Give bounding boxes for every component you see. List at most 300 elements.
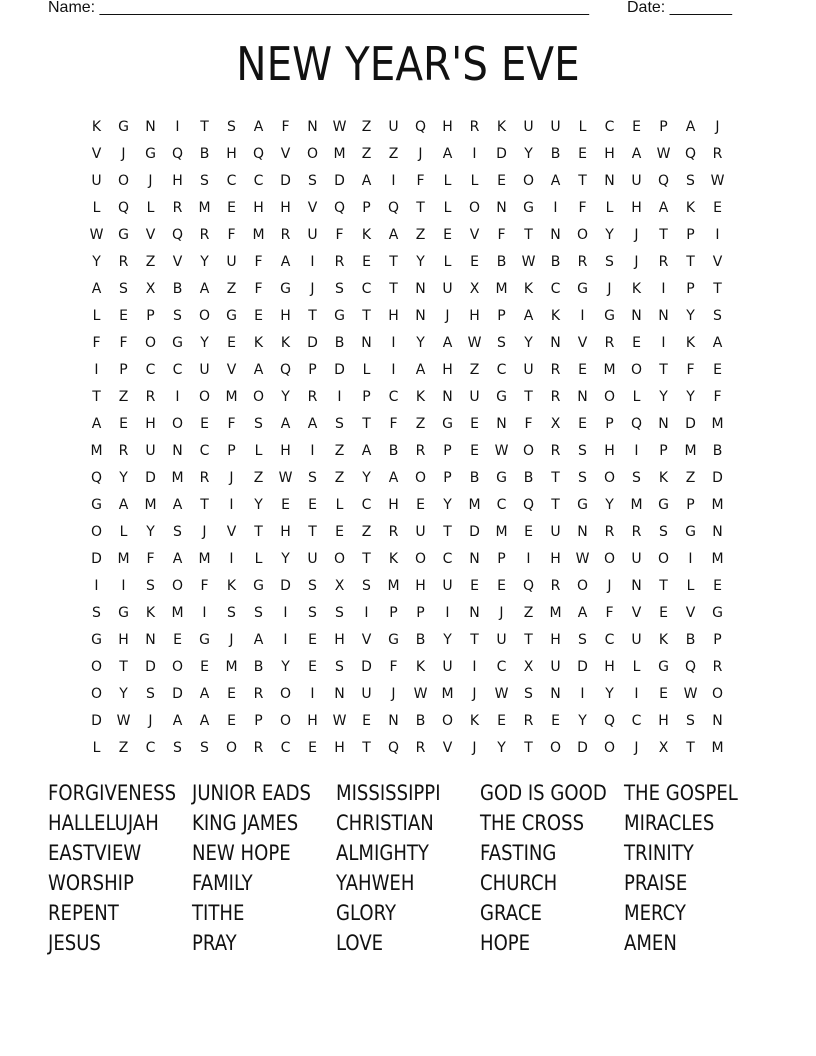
grid-letter[interactable]: R [550,443,561,459]
grid-letter[interactable]: S [200,740,209,756]
grid-letter[interactable]: S [335,605,344,621]
grid-letter[interactable]: N [577,524,588,540]
grid-letter[interactable]: E [578,362,587,378]
grid-letter[interactable]: A [118,497,129,513]
grid-letter[interactable]: S [605,254,614,270]
grid-letter[interactable]: Y [281,551,290,567]
grid-letter[interactable]: C [145,740,156,756]
grid-letter[interactable]: F [605,605,614,621]
grid-letter[interactable]: P [497,308,506,324]
grid-letter[interactable]: N [334,686,345,702]
grid-letter[interactable]: C [172,362,183,378]
grid-letter[interactable]: E [362,254,371,270]
grid-letter[interactable]: Y [362,470,371,486]
grid-letter[interactable]: C [496,659,507,675]
grid-letter[interactable]: N [658,416,669,432]
grid-letter[interactable]: O [549,740,562,756]
grid-letter[interactable]: G [172,335,183,351]
grid-letter[interactable]: K [91,119,102,135]
grid-letter[interactable]: F [92,335,101,351]
grid-letter[interactable]: Q [684,659,697,675]
grid-letter[interactable]: T [389,254,398,270]
grid-letter[interactable]: F [497,227,506,243]
grid-letter[interactable]: I [175,119,180,135]
grid-letter[interactable]: A [361,443,372,459]
grid-letter[interactable]: R [415,443,426,459]
grid-letter[interactable]: M [252,227,265,243]
grid-letter[interactable]: F [578,200,587,216]
grid-letter[interactable]: Z [361,524,372,540]
grid-letter[interactable]: K [496,119,507,135]
grid-letter[interactable]: G [145,146,156,162]
grid-letter[interactable]: C [361,497,372,513]
grid-letter[interactable]: H [226,146,237,162]
grid-letter[interactable]: J [202,524,207,540]
grid-letter[interactable]: I [94,362,99,378]
grid-letter[interactable]: B [388,443,399,459]
grid-letter[interactable]: E [200,659,209,675]
grid-letter[interactable]: D [280,578,291,594]
grid-letter[interactable]: B [253,659,264,675]
grid-letter[interactable]: W [332,119,347,135]
grid-letter[interactable]: E [308,659,317,675]
grid-letter[interactable]: W [494,443,509,459]
grid-letter[interactable]: R [280,227,291,243]
grid-letter[interactable]: E [497,713,506,729]
grid-letter[interactable]: E [659,605,668,621]
grid-letter[interactable]: H [118,632,129,648]
grid-letter[interactable]: P [146,308,155,324]
grid-letter[interactable]: F [227,416,236,432]
grid-letter[interactable]: K [280,335,291,351]
grid-letter[interactable]: R [523,713,534,729]
grid-letter[interactable]: M [171,605,184,621]
grid-letter[interactable]: S [308,578,317,594]
grid-letter[interactable]: P [389,605,398,621]
grid-letter[interactable]: E [227,686,236,702]
grid-letter[interactable]: P [686,281,695,297]
grid-letter[interactable]: D [172,686,183,702]
grid-letter[interactable]: C [604,632,615,648]
grid-letter[interactable]: Q [522,578,535,594]
grid-letter[interactable]: X [658,740,669,756]
grid-letter[interactable]: S [200,173,209,189]
grid-letter[interactable]: H [631,200,642,216]
grid-letter[interactable]: Z [388,146,399,162]
grid-letter[interactable]: I [94,578,99,594]
grid-letter[interactable]: V [577,335,588,351]
grid-letter[interactable]: D [577,659,588,675]
grid-letter[interactable]: Q [252,146,265,162]
grid-letter[interactable]: I [661,281,666,297]
grid-letter[interactable]: G [91,497,102,513]
grid-letter[interactable]: U [523,119,534,135]
grid-letter[interactable]: S [362,578,371,594]
grid-letter[interactable]: Z [415,416,426,432]
grid-letter[interactable]: E [443,227,452,243]
grid-letter[interactable]: L [335,497,344,513]
grid-letter[interactable]: T [713,281,722,297]
grid-letter[interactable]: S [227,119,236,135]
grid-letter[interactable]: B [199,146,210,162]
grid-letter[interactable]: I [310,443,315,459]
grid-letter[interactable]: S [713,308,722,324]
grid-letter[interactable]: N [712,713,723,729]
grid-letter[interactable]: E [497,173,506,189]
grid-letter[interactable]: S [119,281,128,297]
grid-letter[interactable]: Y [443,497,452,513]
grid-letter[interactable]: A [253,119,264,135]
grid-letter[interactable]: Q [171,227,184,243]
grid-letter[interactable]: T [524,389,533,405]
grid-letter[interactable]: N [307,119,318,135]
grid-letter[interactable]: D [712,470,723,486]
grid-letter[interactable]: A [388,470,399,486]
grid-letter[interactable]: T [308,524,317,540]
grid-letter[interactable]: T [551,470,560,486]
grid-letter[interactable]: J [715,119,720,135]
grid-letter[interactable]: N [550,686,561,702]
grid-letter[interactable]: H [469,308,480,324]
grid-letter[interactable]: U [550,659,561,675]
grid-letter[interactable]: M [225,659,238,675]
grid-letter[interactable]: Z [415,227,426,243]
grid-letter[interactable]: R [118,254,129,270]
grid-letter[interactable]: A [631,146,642,162]
grid-letter[interactable]: S [335,416,344,432]
grid-letter[interactable]: B [550,146,561,162]
grid-letter[interactable]: Q [657,173,670,189]
grid-letter[interactable]: K [631,281,642,297]
grid-letter[interactable]: M [630,497,643,513]
grid-letter[interactable]: C [388,389,399,405]
grid-letter[interactable]: X [145,281,156,297]
grid-letter[interactable]: T [416,200,425,216]
grid-letter[interactable]: V [280,146,291,162]
grid-letter[interactable]: P [227,443,236,459]
grid-letter[interactable]: K [469,713,480,729]
grid-letter[interactable]: S [227,605,236,621]
grid-letter[interactable]: C [145,362,156,378]
grid-letter[interactable]: M [333,146,346,162]
grid-letter[interactable]: I [229,497,234,513]
grid-letter[interactable]: L [632,659,641,675]
grid-letter[interactable]: N [631,578,642,594]
grid-letter[interactable]: H [442,119,453,135]
grid-letter[interactable]: P [443,470,452,486]
grid-letter[interactable]: Y [200,335,209,351]
grid-letter[interactable]: O [252,389,265,405]
grid-letter[interactable]: H [334,740,345,756]
grid-letter[interactable]: M [711,551,724,567]
grid-letter[interactable]: M [225,389,238,405]
grid-letter[interactable]: Y [605,497,614,513]
grid-letter[interactable]: J [391,686,396,702]
grid-letter[interactable]: A [658,200,669,216]
grid-letter[interactable]: I [580,686,585,702]
grid-letter[interactable]: F [146,551,155,567]
grid-letter[interactable]: B [496,254,507,270]
grid-letter[interactable]: K [253,335,264,351]
grid-letter[interactable]: U [442,578,453,594]
grid-letter[interactable]: S [92,605,101,621]
grid-letter[interactable]: R [118,443,129,459]
grid-letter[interactable]: D [280,173,291,189]
grid-letter[interactable]: X [469,281,480,297]
grid-letter[interactable]: D [145,659,156,675]
grid-letter[interactable]: M [171,470,184,486]
grid-letter[interactable]: H [550,551,561,567]
grid-letter[interactable]: J [634,254,639,270]
grid-letter[interactable]: R [712,146,723,162]
grid-letter[interactable]: D [91,551,102,567]
grid-letter[interactable]: O [603,389,616,405]
grid-letter[interactable]: S [254,416,263,432]
grid-letter[interactable]: F [389,659,398,675]
grid-letter[interactable]: S [146,578,155,594]
grid-letter[interactable]: T [659,362,668,378]
grid-letter[interactable]: T [659,578,668,594]
grid-letter[interactable]: N [415,308,426,324]
grid-letter[interactable]: J [148,173,153,189]
grid-letter[interactable]: T [524,227,533,243]
grid-letter[interactable]: V [469,227,480,243]
grid-letter[interactable]: G [658,659,669,675]
grid-letter[interactable]: T [362,308,371,324]
grid-letter[interactable]: E [362,713,371,729]
grid-letter[interactable]: B [712,443,723,459]
grid-letter[interactable]: N [145,632,156,648]
grid-letter[interactable]: R [307,389,318,405]
grid-letter[interactable]: N [442,389,453,405]
grid-letter[interactable]: E [497,578,506,594]
grid-letter[interactable]: W [494,686,509,702]
grid-letter[interactable]: F [254,254,263,270]
grid-letter[interactable]: N [496,200,507,216]
grid-letter[interactable]: A [307,416,318,432]
grid-letter[interactable]: I [283,605,288,621]
grid-letter[interactable]: D [361,659,372,675]
grid-letter[interactable]: G [442,416,453,432]
grid-letter[interactable]: C [604,119,615,135]
grid-letter[interactable]: A [361,173,372,189]
grid-letter[interactable]: U [442,659,453,675]
grid-letter[interactable]: T [119,659,128,675]
grid-letter[interactable]: T [92,389,101,405]
grid-letter[interactable]: M [144,497,157,513]
grid-letter[interactable]: P [686,497,695,513]
grid-letter[interactable]: O [225,740,238,756]
grid-letter[interactable]: A [91,281,102,297]
grid-letter[interactable]: A [442,146,453,162]
grid-letter[interactable]: G [91,632,102,648]
grid-letter[interactable]: G [253,578,264,594]
grid-letter[interactable]: H [307,713,318,729]
grid-letter[interactable]: C [631,713,642,729]
grid-letter[interactable]: Q [387,200,400,216]
grid-letter[interactable]: L [362,362,371,378]
grid-letter[interactable]: L [443,200,452,216]
grid-letter[interactable]: G [280,281,291,297]
grid-letter[interactable]: U [523,362,534,378]
grid-letter[interactable]: T [443,524,452,540]
grid-letter[interactable]: U [307,551,318,567]
grid-letter[interactable]: E [659,686,668,702]
grid-letter[interactable]: Y [146,524,155,540]
grid-letter[interactable]: S [686,713,695,729]
grid-letter[interactable]: J [148,713,153,729]
grid-letter[interactable]: J [418,146,423,162]
grid-letter[interactable]: M [495,281,508,297]
grid-letter[interactable]: R [145,389,156,405]
grid-letter[interactable]: W [467,335,482,351]
grid-letter[interactable]: O [603,470,616,486]
grid-letter[interactable]: N [469,605,480,621]
grid-letter[interactable]: U [307,227,318,243]
grid-letter[interactable]: V [145,227,156,243]
grid-letter[interactable]: M [198,200,211,216]
grid-letter[interactable]: P [686,227,695,243]
grid-letter[interactable]: K [226,578,237,594]
grid-letter[interactable]: S [173,308,182,324]
grid-letter[interactable]: A [388,227,399,243]
grid-letter[interactable]: R [334,254,345,270]
grid-letter[interactable]: I [553,200,558,216]
grid-letter[interactable]: C [253,173,264,189]
grid-letter[interactable]: J [472,686,477,702]
grid-letter[interactable]: O [171,659,184,675]
grid-letter[interactable]: J [607,281,612,297]
grid-letter[interactable]: V [361,632,372,648]
grid-letter[interactable]: R [388,524,399,540]
grid-letter[interactable]: O [198,308,211,324]
grid-letter[interactable]: O [576,227,589,243]
grid-letter[interactable]: P [659,119,668,135]
grid-letter[interactable]: Z [361,146,372,162]
grid-letter[interactable]: U [226,254,237,270]
grid-letter[interactable]: P [659,443,668,459]
grid-letter[interactable]: V [631,605,642,621]
grid-letter[interactable]: I [283,632,288,648]
grid-letter[interactable]: A [523,308,534,324]
grid-letter[interactable]: O [171,416,184,432]
grid-letter[interactable]: R [469,119,480,135]
grid-letter[interactable]: H [280,443,291,459]
grid-letter[interactable]: I [445,605,450,621]
grid-letter[interactable]: W [710,173,725,189]
grid-letter[interactable]: E [308,632,317,648]
grid-letter[interactable]: F [254,281,263,297]
grid-letter[interactable]: O [414,470,427,486]
grid-letter[interactable]: D [334,173,345,189]
grid-letter[interactable]: B [415,632,426,648]
grid-letter[interactable]: S [524,686,533,702]
grid-letter[interactable]: Y [659,389,668,405]
grid-letter[interactable]: E [227,713,236,729]
grid-letter[interactable]: L [92,740,101,756]
grid-letter[interactable]: E [578,416,587,432]
grid-letter[interactable]: S [308,470,317,486]
grid-letter[interactable]: Z [361,119,372,135]
grid-letter[interactable]: R [577,254,588,270]
grid-letter[interactable]: E [470,416,479,432]
grid-letter[interactable]: N [550,335,561,351]
grid-letter[interactable]: I [391,173,396,189]
grid-letter[interactable]: A [172,497,183,513]
grid-letter[interactable]: U [361,686,372,702]
grid-letter[interactable]: S [578,470,587,486]
grid-letter[interactable]: I [202,605,207,621]
grid-letter[interactable]: T [524,740,533,756]
grid-letter[interactable]: G [577,497,588,513]
grid-letter[interactable]: U [631,551,642,567]
grid-letter[interactable]: W [116,713,131,729]
grid-letter[interactable]: N [172,443,183,459]
grid-letter[interactable]: A [415,362,426,378]
grid-letter[interactable]: J [499,605,504,621]
grid-letter[interactable]: F [389,416,398,432]
grid-letter[interactable]: Z [253,470,264,486]
grid-letter[interactable]: M [549,605,562,621]
grid-letter[interactable]: I [391,335,396,351]
grid-letter[interactable]: V [172,254,183,270]
grid-letter[interactable]: A [172,551,183,567]
grid-letter[interactable]: I [121,578,126,594]
grid-letter[interactable]: G [658,497,669,513]
grid-letter[interactable]: S [173,524,182,540]
grid-letter[interactable]: U [550,119,561,135]
grid-letter[interactable]: N [361,335,372,351]
grid-letter[interactable]: E [308,740,317,756]
grid-letter[interactable]: J [121,146,126,162]
grid-letter[interactable]: Y [200,254,209,270]
grid-letter[interactable]: P [416,605,425,621]
grid-letter[interactable]: K [388,551,399,567]
grid-letter[interactable]: S [308,173,317,189]
grid-letter[interactable]: K [145,605,156,621]
grid-letter[interactable]: Y [605,686,614,702]
grid-letter[interactable]: H [280,200,291,216]
grid-letter[interactable]: G [118,227,129,243]
grid-letter[interactable]: O [441,713,454,729]
grid-letter[interactable]: E [227,200,236,216]
grid-letter[interactable]: U [631,632,642,648]
grid-letter[interactable]: U [631,173,642,189]
grid-letter[interactable]: V [91,146,102,162]
grid-letter[interactable]: E [119,416,128,432]
grid-letter[interactable]: C [550,281,561,297]
grid-letter[interactable]: C [496,362,507,378]
grid-letter[interactable]: F [227,227,236,243]
grid-letter[interactable]: T [362,740,371,756]
grid-letter[interactable]: N [577,389,588,405]
grid-letter[interactable]: H [388,497,399,513]
grid-letter[interactable]: J [229,632,234,648]
grid-letter[interactable]: M [468,497,481,513]
grid-letter[interactable]: G [604,308,615,324]
grid-letter[interactable]: T [686,740,695,756]
grid-letter[interactable]: W [332,713,347,729]
grid-letter[interactable]: H [280,524,291,540]
grid-letter[interactable]: R [172,200,183,216]
grid-letter[interactable]: N [604,173,615,189]
grid-letter[interactable]: I [472,146,477,162]
grid-letter[interactable]: Y [578,713,587,729]
grid-letter[interactable]: Q [90,470,103,486]
grid-letter[interactable]: V [226,362,237,378]
grid-letter[interactable]: H [604,146,615,162]
grid-letter[interactable]: E [632,335,641,351]
